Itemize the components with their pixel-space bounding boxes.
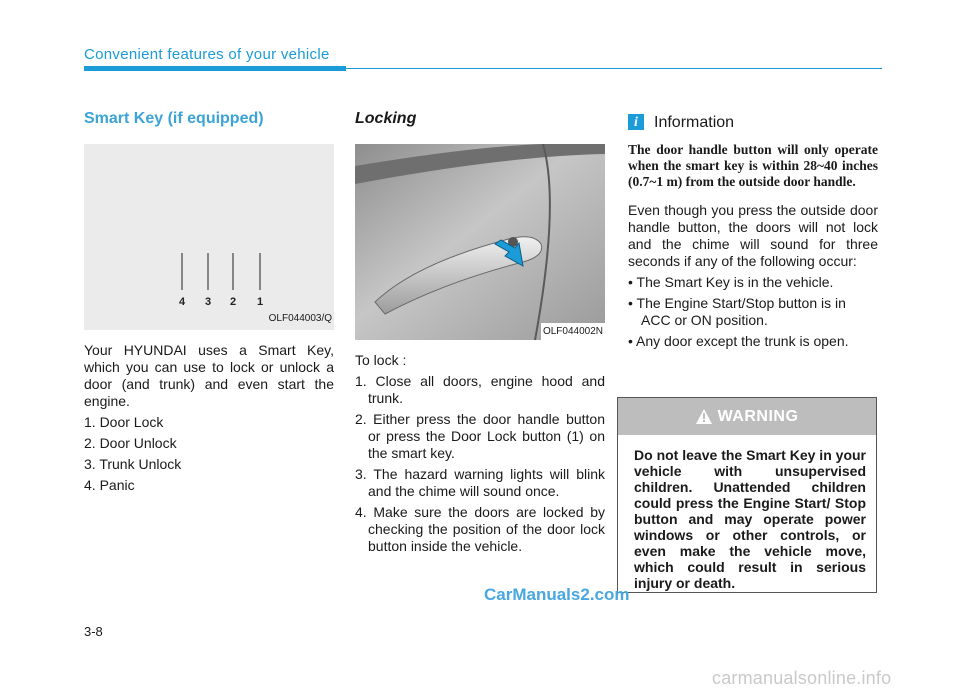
smart-key-callouts [84,144,334,330]
column-information [628,106,878,350]
list-item: 2. Either press the door handle button or press the Door Lock button (1) on the smart key. [355,411,605,461]
list-item: • The Engine Start/Stop button is in ACC or ON position. [628,295,846,328]
bullet-text: Any door except the trunk is open. [636,333,849,349]
list-item: 3. The hazard warning lights will blink and the chime will sound once. [355,466,605,499]
callout-label: 2 [229,296,237,308]
lock-lead: To lock : [355,352,407,368]
callout-label: 1 [256,296,264,308]
column-smart-key [84,106,334,494]
list-item: 4. Panic [84,477,135,493]
bullet-text: The Smart Key is in the vehicle. [636,274,834,290]
door-handle-figure [355,144,605,340]
locking-title: Locking [355,110,417,127]
header-rule [346,68,882,69]
section-title: Smart Key (if equipped) [84,110,264,127]
list-item: • Any door except the trunk is open. [628,333,849,349]
list-item: • The Smart Key is in the vehicle. [628,274,834,290]
watermark-link[interactable]: CarManuals2.com [484,585,630,604]
info-paragraph: Even though you press the outside door handle button, the doors will not lock and the chime will sound for three seconds if any of the following occur: [628,202,878,269]
page-number: 3-8 [84,624,103,639]
figure-code: OLF044002N [541,323,605,340]
list-item: 2. Door Unlock [84,435,177,451]
intro-paragraph: Your HYUNDAI uses a Smart Key, which you can use to lock or unlock a door (and trunk) and even start the engine. [84,342,334,409]
warning-triangle-icon [696,409,712,424]
header-bar [84,66,346,71]
door-handle-illustration [355,144,605,340]
bullet-text: The Engine Start/Stop button is in ACC or ON position. [636,295,846,328]
warning-header [618,398,876,435]
list-item: 3. Trunk Unlock [84,456,182,472]
list-item: 1. Close all doors, engine hood and trunk. [355,373,605,406]
header-title: Convenient features of your vehicle [84,46,330,63]
info-icon: i [628,114,644,130]
figure-code: OLF044003/Q [268,313,332,324]
information-title: Information [654,113,735,131]
warning-text: Do not leave the Smart Key in your vehicle with unsupervised children. Unattended children could press the Engine Start/ Stop button and may operate power windows or other controls, or even make the vehicle move, which could result in serious injury or death. [634,447,866,591]
warning-box [617,397,877,593]
info-note: The door handle button will only operate when the smart key is within 28~40 inches (0.7~1 m) from the outside door handle. [628,142,878,189]
list-item: 4. Make sure the doors are locked by checking the position of the door lock button inside the vehicle. [355,504,605,554]
button-list [84,414,334,494]
callout-label: 3 [204,296,212,308]
warning-title: WARNING [717,407,799,425]
information-heading [628,110,878,134]
callout-label: 4 [178,296,186,308]
smart-key-figure [84,144,334,330]
column-locking [355,106,605,555]
footer-watermark: carmanualsonline.info [712,668,892,688]
list-item: 1. Door Lock [84,414,164,430]
